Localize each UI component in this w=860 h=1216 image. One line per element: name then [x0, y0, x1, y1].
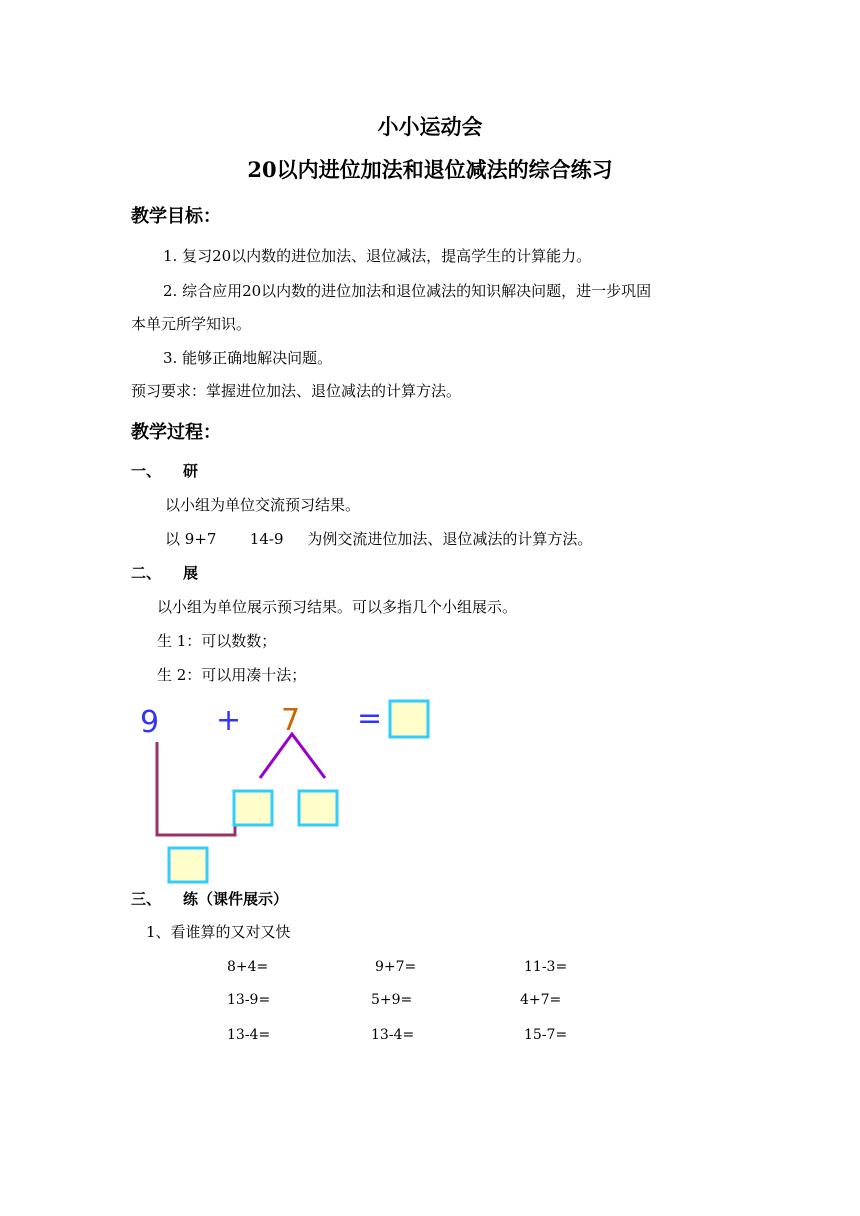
split-box-left	[234, 791, 272, 825]
section-1-line-1: 以小组为单位交流预习结果。	[165, 496, 361, 514]
preview-requirement: 预习要求：掌握进位加法、退位减法的计算方法。	[131, 382, 462, 400]
diagram-plus-sign: +	[216, 703, 242, 738]
page-title: 小小运动会	[377, 114, 483, 139]
diagram-number-9: 9	[140, 705, 160, 740]
exercise-r3-c1: 13-4=	[227, 1027, 271, 1043]
section-1-heading	[131, 460, 198, 482]
section-2-line-2: 生 1：可以数数；	[157, 632, 277, 650]
answer-box	[390, 701, 428, 737]
exercise-r1-c1: 8+4=	[227, 959, 269, 975]
objectives-heading: 教学目标：	[131, 206, 221, 227]
process-heading: 教学过程：	[131, 422, 221, 443]
diagram-number-7: 7	[281, 703, 301, 738]
make-ten-diagram	[120, 690, 460, 890]
objective-3: 3. 能够正确地解决问题。	[163, 349, 333, 367]
section-3-heading	[131, 888, 288, 910]
split-box-right	[299, 791, 337, 825]
exercise-r2-c2: 5+9=	[371, 992, 413, 1008]
section-2-heading	[131, 562, 198, 584]
split-lines	[260, 734, 325, 778]
exercise-r1-c2: 9+7=	[375, 959, 417, 975]
objective-2: 2. 综合应用20以内数的进位加法和退位减法的知识解决问题，进一步巩固	[163, 282, 652, 300]
section-1-line-2: 以 9+7 14-9 为例交流进位加法、退位减法的计算方法。	[165, 530, 593, 548]
exercise-r2-c1: 13-9=	[227, 992, 271, 1008]
section-3-number: 三、	[131, 890, 162, 908]
objective-2-cont: 本单元所学知识。	[131, 315, 252, 333]
exercise-r1-c3: 11-3=	[524, 959, 568, 975]
section-2-line-1: 以小组为单位展示预习结果。可以多指几个小组展示。	[157, 598, 518, 616]
exercise-r3-c3: 15-7=	[524, 1027, 568, 1043]
section-1-number: 一、	[131, 462, 162, 480]
objective-1: 1. 复习20以内数的进位加法、退位减法，提高学生的计算能力。	[163, 247, 592, 265]
exercise-r2-c3: 4+7=	[520, 992, 562, 1008]
exercise-r3-c2: 13-4=	[371, 1027, 415, 1043]
section-2-title: 展	[183, 564, 199, 582]
section-3-title: 练（课件展示）	[183, 890, 289, 908]
page-subtitle: 20以内进位加法和退位减法的综合练习	[247, 157, 613, 182]
sum-ten-box	[169, 848, 207, 882]
section-1-title: 研	[183, 462, 199, 480]
section-2-line-3: 生 2：可以用凑十法；	[157, 666, 307, 684]
diagram-equals-sign: =	[357, 701, 383, 736]
bracket-line	[157, 742, 235, 835]
make-ten-diagram-svg	[120, 690, 460, 890]
section-2-number: 二、	[131, 564, 162, 582]
section-3-task: 1、看谁算的又对又快	[146, 923, 291, 941]
